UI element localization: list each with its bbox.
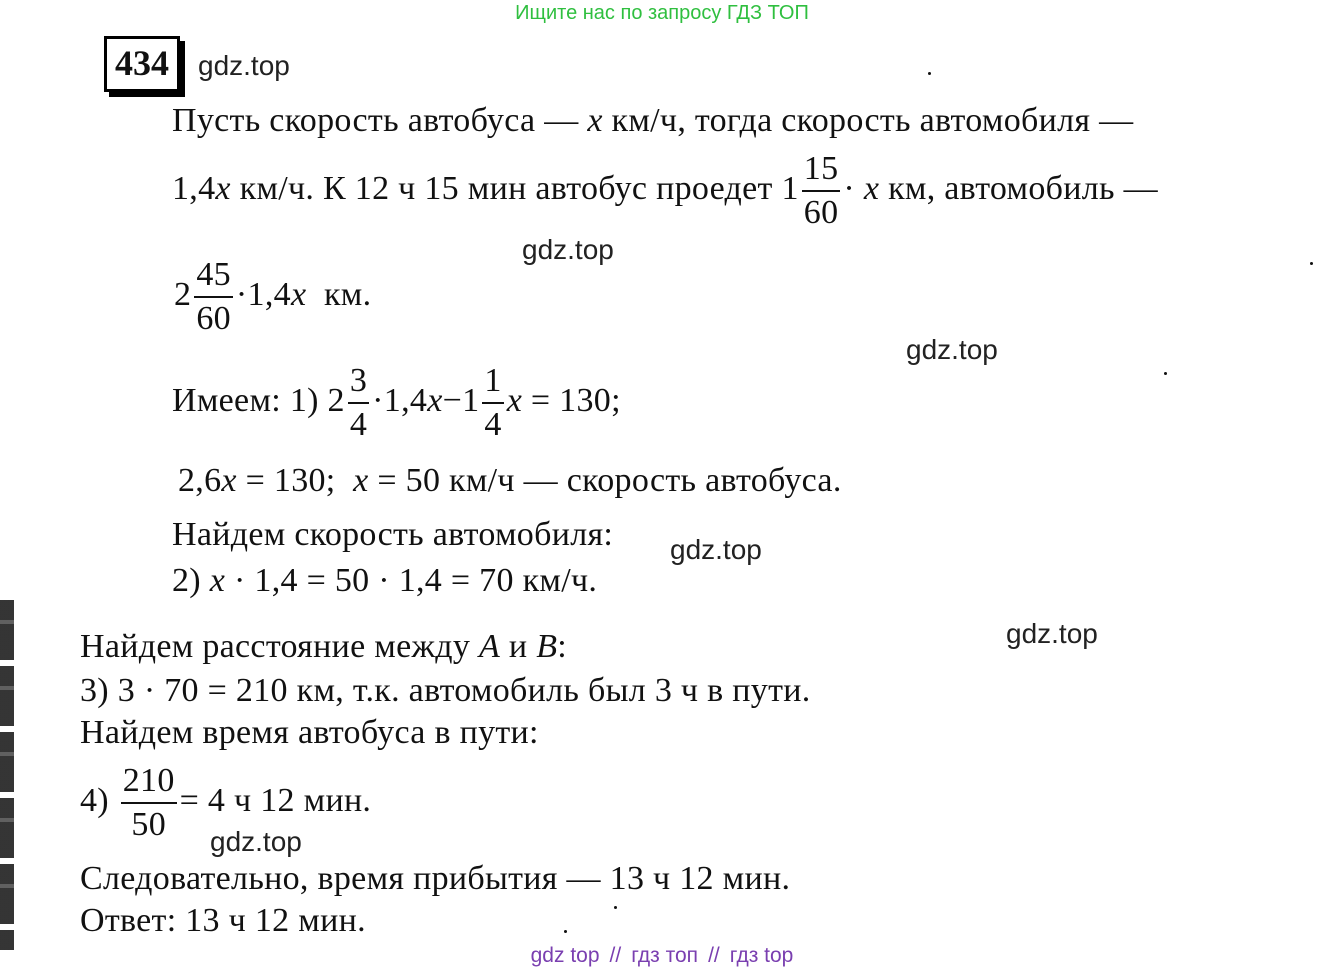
solution-line-4: Имеем: 1) 2 $\frac{3}{4}$ ·1,4x−1 $\frac{1}{4}$ x = 130;: [172, 362, 621, 443]
solution-line-10: Найдем время автобуса в пути:: [80, 714, 539, 751]
fraction: $\frac{210}{50}$: [122, 762, 175, 843]
scan-speck: [1310, 262, 1313, 265]
watermark: gdz.top: [522, 234, 614, 265]
fraction: $\frac{1}{4}$: [484, 362, 502, 443]
solution-line-12: Следовательно, время прибытия — 13 ч 12 мин.: [80, 860, 791, 897]
scan-speck: [614, 906, 617, 909]
answer-line: Ответ: 13 ч 12 мин.: [80, 902, 366, 939]
footer-item: гдз топ: [631, 944, 699, 967]
solution-line-2: 1,4x км/ч. К 12 ч 15 мин автобус проедет 1 $\frac{15}{60}$ · x км, автомобиль —: [172, 150, 1158, 231]
scan-speck: [564, 930, 567, 933]
scan-speck: [1164, 372, 1167, 375]
solution-line-3: 2 $\frac{45}{60}$ ·1,4x км.: [174, 256, 372, 337]
footer-watermark: [0, 944, 1324, 968]
watermark: gdz.top: [1006, 618, 1098, 649]
solution-line-1: Пусть скорость автобуса — x км/ч, тогда скорость автомобиля —: [172, 102, 1134, 139]
fraction: $\frac{3}{4}$: [349, 362, 368, 443]
solution-line-9: 3) 3 · 70 = 210 км, т.к. автомобиль был 3 ч в пути.: [80, 672, 811, 709]
footer-separator: //: [708, 944, 720, 967]
solution-line-5: 2,6x = 130; x = 50 км/ч — скорость автобуса.: [178, 462, 842, 499]
watermark: gdz.top: [906, 334, 998, 365]
watermark: gdz.top: [210, 826, 302, 857]
footer-item: гдз top: [729, 944, 794, 967]
footer-item: gdz top: [530, 944, 600, 967]
fraction: $\frac{45}{60}$: [196, 256, 231, 337]
scan-speck: [928, 72, 931, 75]
footer-separator: //: [609, 944, 622, 967]
solution-line-11: 4) $\frac{210}{50}$ = 4 ч 12 мин.: [80, 762, 372, 843]
scan-edge-artifact: [0, 600, 14, 950]
watermark: gdz.top: [198, 50, 290, 81]
solution-line-6: Найдем скорость автомобиля:: [172, 516, 614, 553]
solution-line-7: 2) x · 1,4 = 50 · 1,4 = 70 км/ч.: [172, 562, 598, 599]
watermark: gdz.top: [670, 534, 762, 565]
solution-line-8: Найдем расстояние между A и B:: [80, 628, 568, 665]
top-banner: Ищите нас по запросу ГДЗ ТОП: [515, 2, 809, 24]
problem-number: 434: [104, 36, 180, 92]
fraction: $\frac{15}{60}$: [803, 150, 839, 231]
